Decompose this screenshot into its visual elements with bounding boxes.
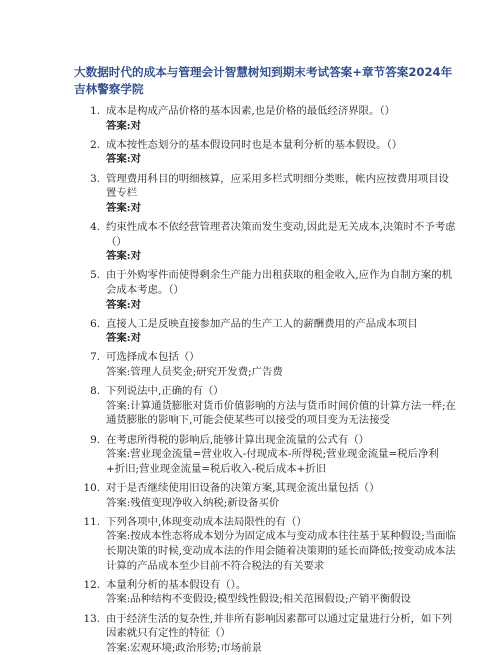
question-number: 10.	[83, 482, 100, 494]
question-number: 6.	[90, 317, 100, 330]
question-text: 直接人工是反映直接参加产品的生产工人的薪酬费用的产品成本项目	[106, 317, 418, 330]
answer-text: 答案:残值变现净收入纳税;新设备买价	[106, 496, 280, 509]
question-text: 可选择成本包括（）	[106, 351, 200, 364]
question-text: 下列各项中,体现变动成本法局限性的有（）	[106, 515, 307, 528]
question-number: 8.	[90, 385, 100, 398]
question-item	[74, 578, 456, 607]
question-number: 3.	[90, 172, 100, 185]
question-item	[74, 350, 456, 379]
question-item	[74, 612, 456, 655]
question-item	[74, 433, 456, 477]
question-text: 由于外购零件而使得剩余生产能力出租获取的租金收入,应作为自制方案的机会成本考虑。（）	[106, 269, 453, 296]
question-item	[74, 104, 456, 133]
question-number: 7.	[90, 351, 100, 364]
question-text: 成本按性态划分的基本假设同时也是本量利分析的基本假设。（）	[106, 138, 403, 151]
question-number: 5.	[90, 269, 100, 282]
question-item	[74, 220, 456, 264]
answer-text: 答案:对	[106, 201, 142, 214]
question-number: 11.	[83, 515, 100, 528]
question-item	[74, 172, 456, 216]
answer-text: 答案:计算通货膨胀对货币价值影响的方法与货币时间价值的计算方法一样;在通货膨胀的影响下,可能会使某些可以接受的项目变为无法接受	[106, 399, 456, 427]
document-title: 大数据时代的成本与管理会计智慧树知到期末考试答案+章节答案2024年吉林警察学院	[74, 65, 453, 96]
question-text: 成本是构成产品价格的基本因素,也是价格的最低经济界限。（）	[106, 105, 396, 117]
question-text: 由于经济生活的复杂性,并非所有影响因素都可以通过定量进行分析，如下列因素就只有定性的特征（）	[106, 612, 453, 640]
answer-text: 答案:宏观环境;政治形势;市场前景	[106, 641, 262, 654]
answer-text: 答案:品种结构不变假设;模型线性假设;相关范围假设;产销平衡假设	[106, 593, 411, 606]
question-list	[74, 104, 456, 655]
question-text: 本量利分析的基本假设有（）。	[106, 578, 247, 591]
question-number: 1.	[90, 105, 100, 117]
question-item	[74, 481, 456, 510]
question-number: 2.	[90, 138, 100, 151]
question-text: 下列说法中,正确的有（）	[106, 385, 224, 398]
question-item	[74, 317, 456, 346]
question-number: 9.	[90, 433, 100, 446]
question-item	[74, 515, 456, 573]
answer-text: 答案:对	[106, 153, 142, 166]
question-text: 在考虑所得税的影响后,能够计算出现金流量的公式有（）	[106, 433, 370, 446]
answer-text: 答案:管理人员奖金;研究开发费;广告费	[106, 366, 283, 379]
answer-text: 答案:营业现金流量=营业收入-付现成本-所得税;营业现金流量=税后净利+折旧;营业现金流量=税后收入-税后成本+折旧	[106, 448, 439, 475]
question-text: 管理费用科目的明细核算，应采用多栏式明细分类账，帐内应按费用项目设置专栏	[106, 172, 449, 200]
question-number: 12.	[83, 578, 100, 591]
answer-text: 答案:对	[106, 119, 142, 132]
question-text: 约束性成本不依经营管理者决策而发生变动,因此是无关成本,决策时不予考虑（）	[106, 220, 456, 248]
question-item	[74, 268, 456, 312]
question-item	[74, 384, 456, 428]
question-number: 13.	[83, 612, 100, 625]
answer-text: 答案:对	[106, 298, 142, 311]
answer-text: 答案:按成本性态将成本划分为固定成本与变动成本往往基于某种假设;当面临长期决策的时候,变动成本法的作用会随着决策期的延长而降低;按变动成本法计算的产品成本至少目前不符合税法的有关要求	[106, 530, 456, 572]
answer-text: 答案:对	[106, 332, 142, 345]
question-text: 对于是否继续使用旧设备的决策方案,其现金流出量包括（）	[106, 482, 380, 494]
question-number: 4.	[90, 220, 100, 233]
question-item	[74, 138, 456, 167]
answer-text: 答案:对	[106, 250, 142, 263]
